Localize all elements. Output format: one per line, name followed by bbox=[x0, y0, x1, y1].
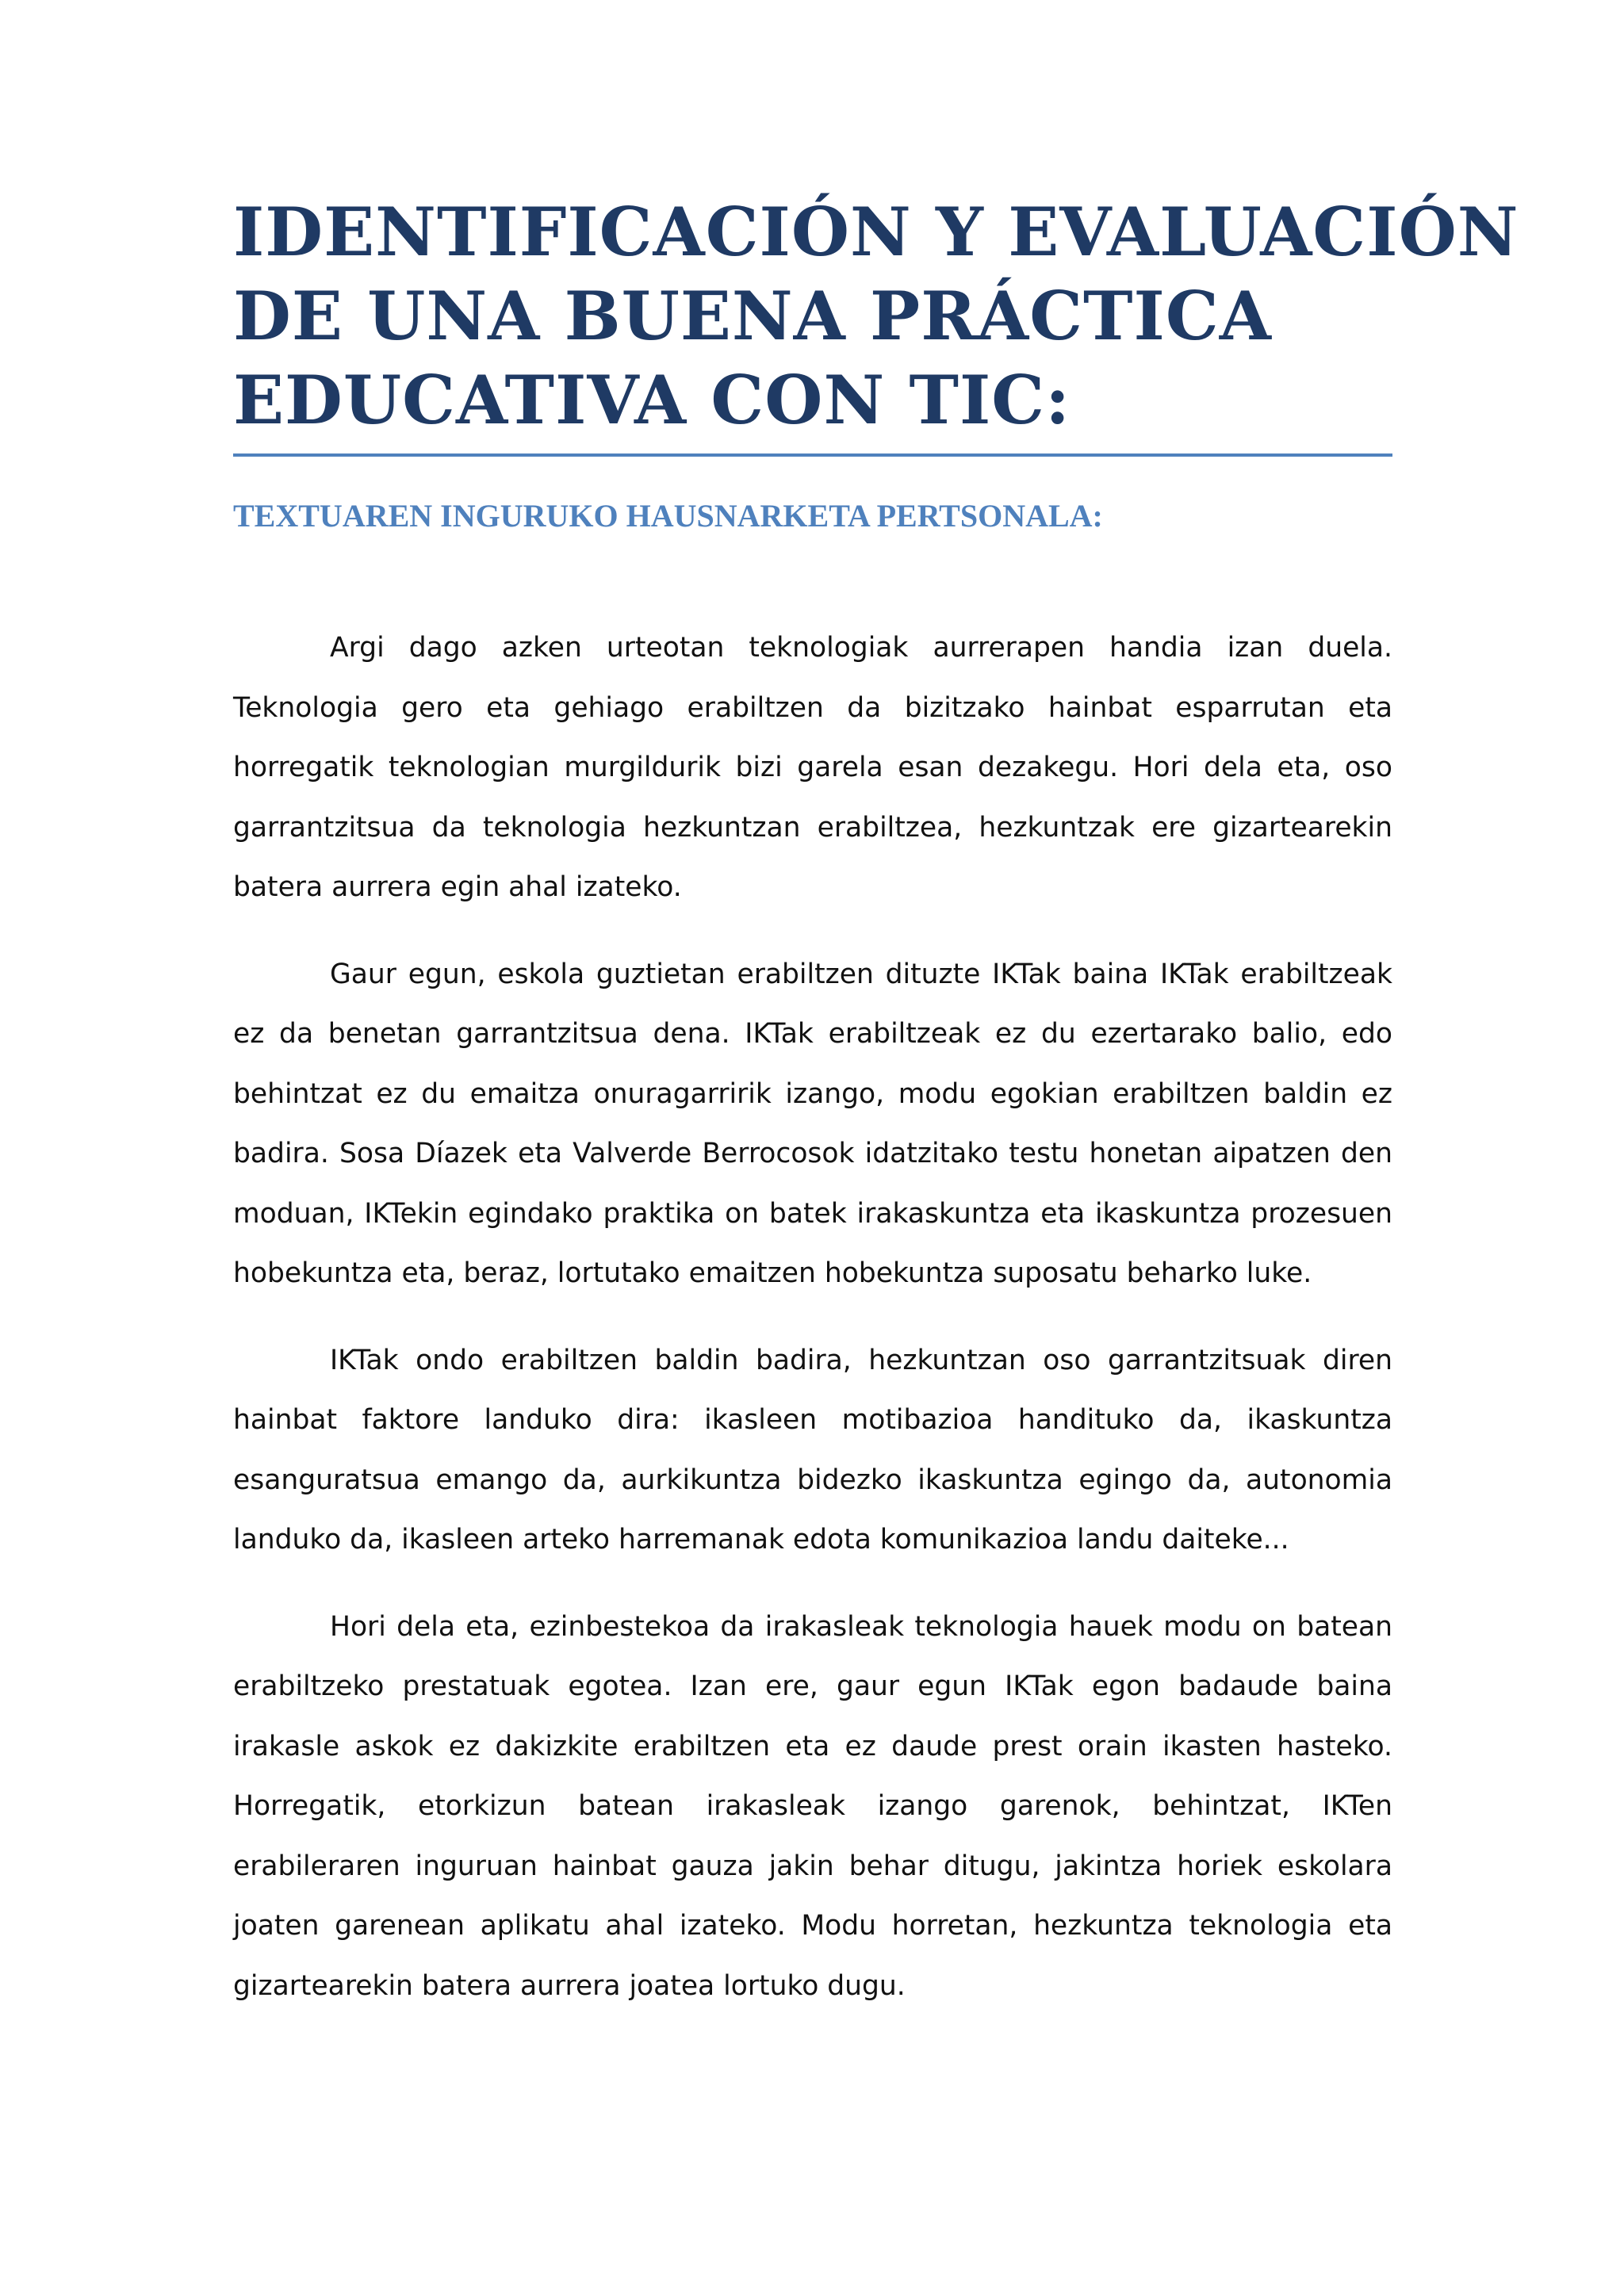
paragraph-3: IKTak ondo erabiltzen baldin badira, hezkuntzan oso garrantzitsuak diren hainbat faktore landuko dira: ikasleen motibazioa handituko da, ikaskuntza esanguratsua emango da, aurkikuntza bidezko ikaskuntza egingo da, autonomia landuko da, ikasleen arteko harremanak edota komunikazioa landu daiteke... bbox=[233, 1344, 1392, 1556]
document-body bbox=[233, 618, 1392, 2016]
paragraph-1: Argi dago azken urteotan teknologiak aurrerapen handia izan duela. Teknologia gero eta gehiago erabiltzen da bizitzako hainbat esparrutan eta horregatik teknologian murgildurik bizi garela esan dezakegu. Hori dela eta, oso garrantzitsua da teknologia hezkuntzan erabiltzea, hezkuntzak ere gizartearekin batera aurrera egin ahal izateko. bbox=[233, 632, 1392, 903]
title-line-3: EDUCATIVA CON TIC: bbox=[233, 361, 1071, 439]
title-line-1: IDENTIFICACIÓN Y EVALUACIÓN bbox=[233, 193, 1519, 271]
document-subtitle: TEXTUAREN INGURUKO HAUSNARKETA PERTSONALA: bbox=[233, 498, 1103, 534]
paragraph-4: Hori dela eta, ezinbestekoa da irakasleak teknologia hauek modu on batean erabiltzeko prestatuak egotea. Izan ere, gaur egun IKTak egon badaude baina irakasle askok ez dakizkite erabiltzen eta ez daude prest orain ikasten hasteko. Horregatik, etorkizun batean irakasleak izango garenok, behintzat, IKTen erabileraren inguruan hainbat gauza jakin behar ditugu, jakintza horiek eskolara joaten garenean aplikatu ahal izateko. Modu horretan, hezkuntza teknologia eta gizartearekin batera aurrera joatea lortuko dugu. bbox=[233, 1610, 1392, 2002]
document-content bbox=[233, 190, 1519, 2043]
paragraph-2: Gaur egun, eskola guztietan erabiltzen dituzte IKTak baina IKTak erabiltzeak ez da benetan garrantzitsua dena. IKTak erabiltzeak ez du ezertarako balio, edo behintzat ez du emaitza onuragarririk izango, modu egokian erabiltzen baldin ez badira. Sosa Díazek eta Valverde Berrocosok idatzitako testu honetan aipatzen den moduan, IKTekin egindako praktika on batek irakaskuntza eta ikaskuntza prozesuen hobekuntza eta, beraz, lortutako emaitzen hobekuntza suposatu beharko luke. bbox=[233, 958, 1392, 1289]
document-title bbox=[233, 190, 1519, 457]
title-line-2: DE UNA BUENA PRÁCTICA bbox=[233, 277, 1272, 355]
